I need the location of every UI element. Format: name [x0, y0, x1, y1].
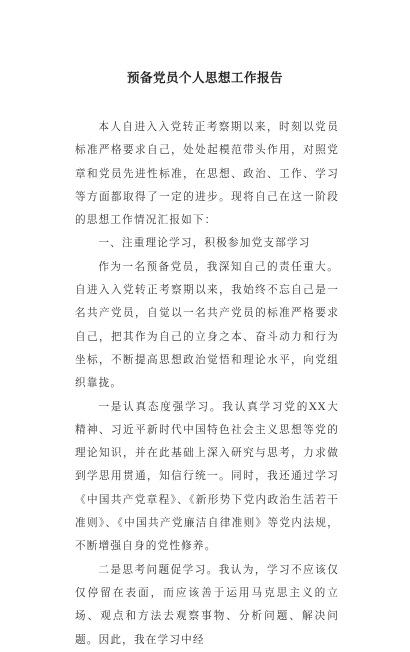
paragraph-study-attitude: 一是认真态度强学习。我认真学习党的XX大精神、习近平新时代中国特色社会主义思想等党的理论知识，并在此基础上深入研究与思考，力求做到学思用贯通，知信行统一。同时，我还通过学习《中国共产党章程》、《新形势下党内政治生活若干准则》、《中国共产党廉洁自律准则》等党内法规，不断增强自身的党性修养。 — [75, 400, 339, 553]
document-body — [75, 116, 339, 652]
section-heading-1: 一、注重理论学习，积极参加党支部学习 — [98, 237, 311, 250]
paragraph-intro: 本人自进入入党转正考察期以来，时刻以党员标准严格要求自己，处处起模范带头作用，对照党章和党员先进性标准，在思想、政治、工作、学习等方面都取得了一定的进步。现将自己在这一阶段的思想工作情况汇报如下： — [75, 121, 339, 227]
document-title: 预备党员个人思想工作报告 — [126, 70, 283, 85]
paragraph-responsibility: 作为一名预备党员，我深知自己的责任重大。自进入入党转正考察期以来，我始终不忘自己是一名共产党员，自觉以一名共产党员的标准严格要求自己，把其作为自己的立身之本、奋斗动力和行为坐标，不断提高思想政治觉悟和理论水平，向党组织靠拢。 — [75, 260, 339, 390]
paragraph-thinking: 二是思考问题促学习。我认为，学习不应该仅仅停留在表面，而应该善于运用马克思主义的立场、观点和方法去观察事物、分析问题、解决问题。因此，我在学习中经 — [75, 563, 339, 646]
